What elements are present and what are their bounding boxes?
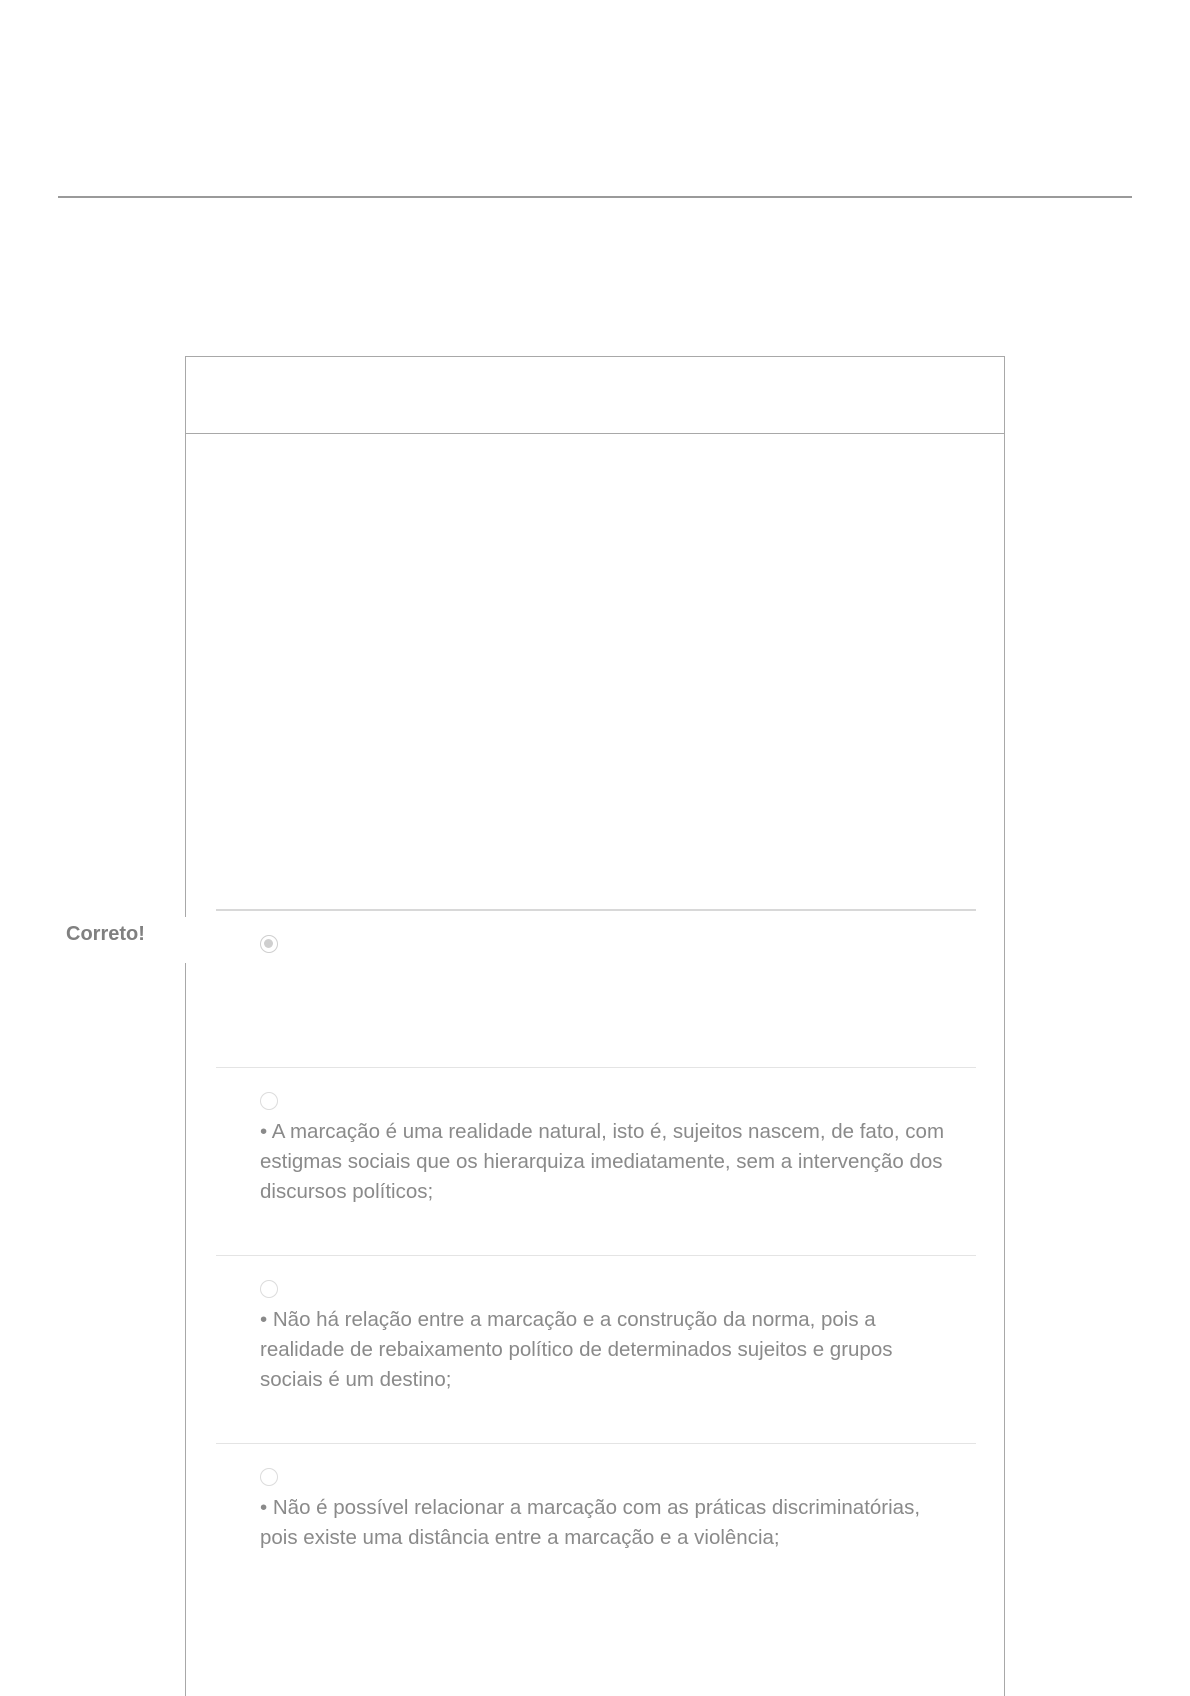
- answer-text-3: • Não há relação entre a marcação e a construção da norma, pois a realidade de rebaixamento político de determinados sujeitos e grupos sociais é um destino;: [260, 1308, 893, 1391]
- radio-icon[interactable]: [260, 1092, 278, 1110]
- answer-text-2: • A marcação é uma realidade natural, isto é, sujeitos nascem, de fato, com estigmas sociais que os hierarquiza imediatamente, sem a intervenção dos discursos políticos;: [260, 1120, 945, 1203]
- radio-selected-icon[interactable]: [260, 935, 278, 953]
- answer-text-4: • Não é possível relacionar a marcação com as práticas discriminatórias, pois existe uma distância entre a marcação e a violência;: [260, 1496, 921, 1549]
- page-divider: [58, 196, 1132, 198]
- question-body: [186, 434, 1004, 904]
- answer-option-3[interactable]: [216, 1255, 976, 1443]
- answer-option-1[interactable]: [216, 909, 976, 1067]
- radio-icon[interactable]: [260, 1468, 278, 1486]
- question-header: [186, 357, 1004, 434]
- answer-option-4[interactable]: [216, 1443, 976, 1623]
- correct-answer-label: Correto!: [66, 923, 181, 960]
- correct-marker-gap: [180, 917, 192, 963]
- answer-option-2[interactable]: [216, 1067, 976, 1255]
- answer-list: [216, 909, 976, 1623]
- radio-icon[interactable]: [260, 1280, 278, 1298]
- question-card: [185, 356, 1005, 1696]
